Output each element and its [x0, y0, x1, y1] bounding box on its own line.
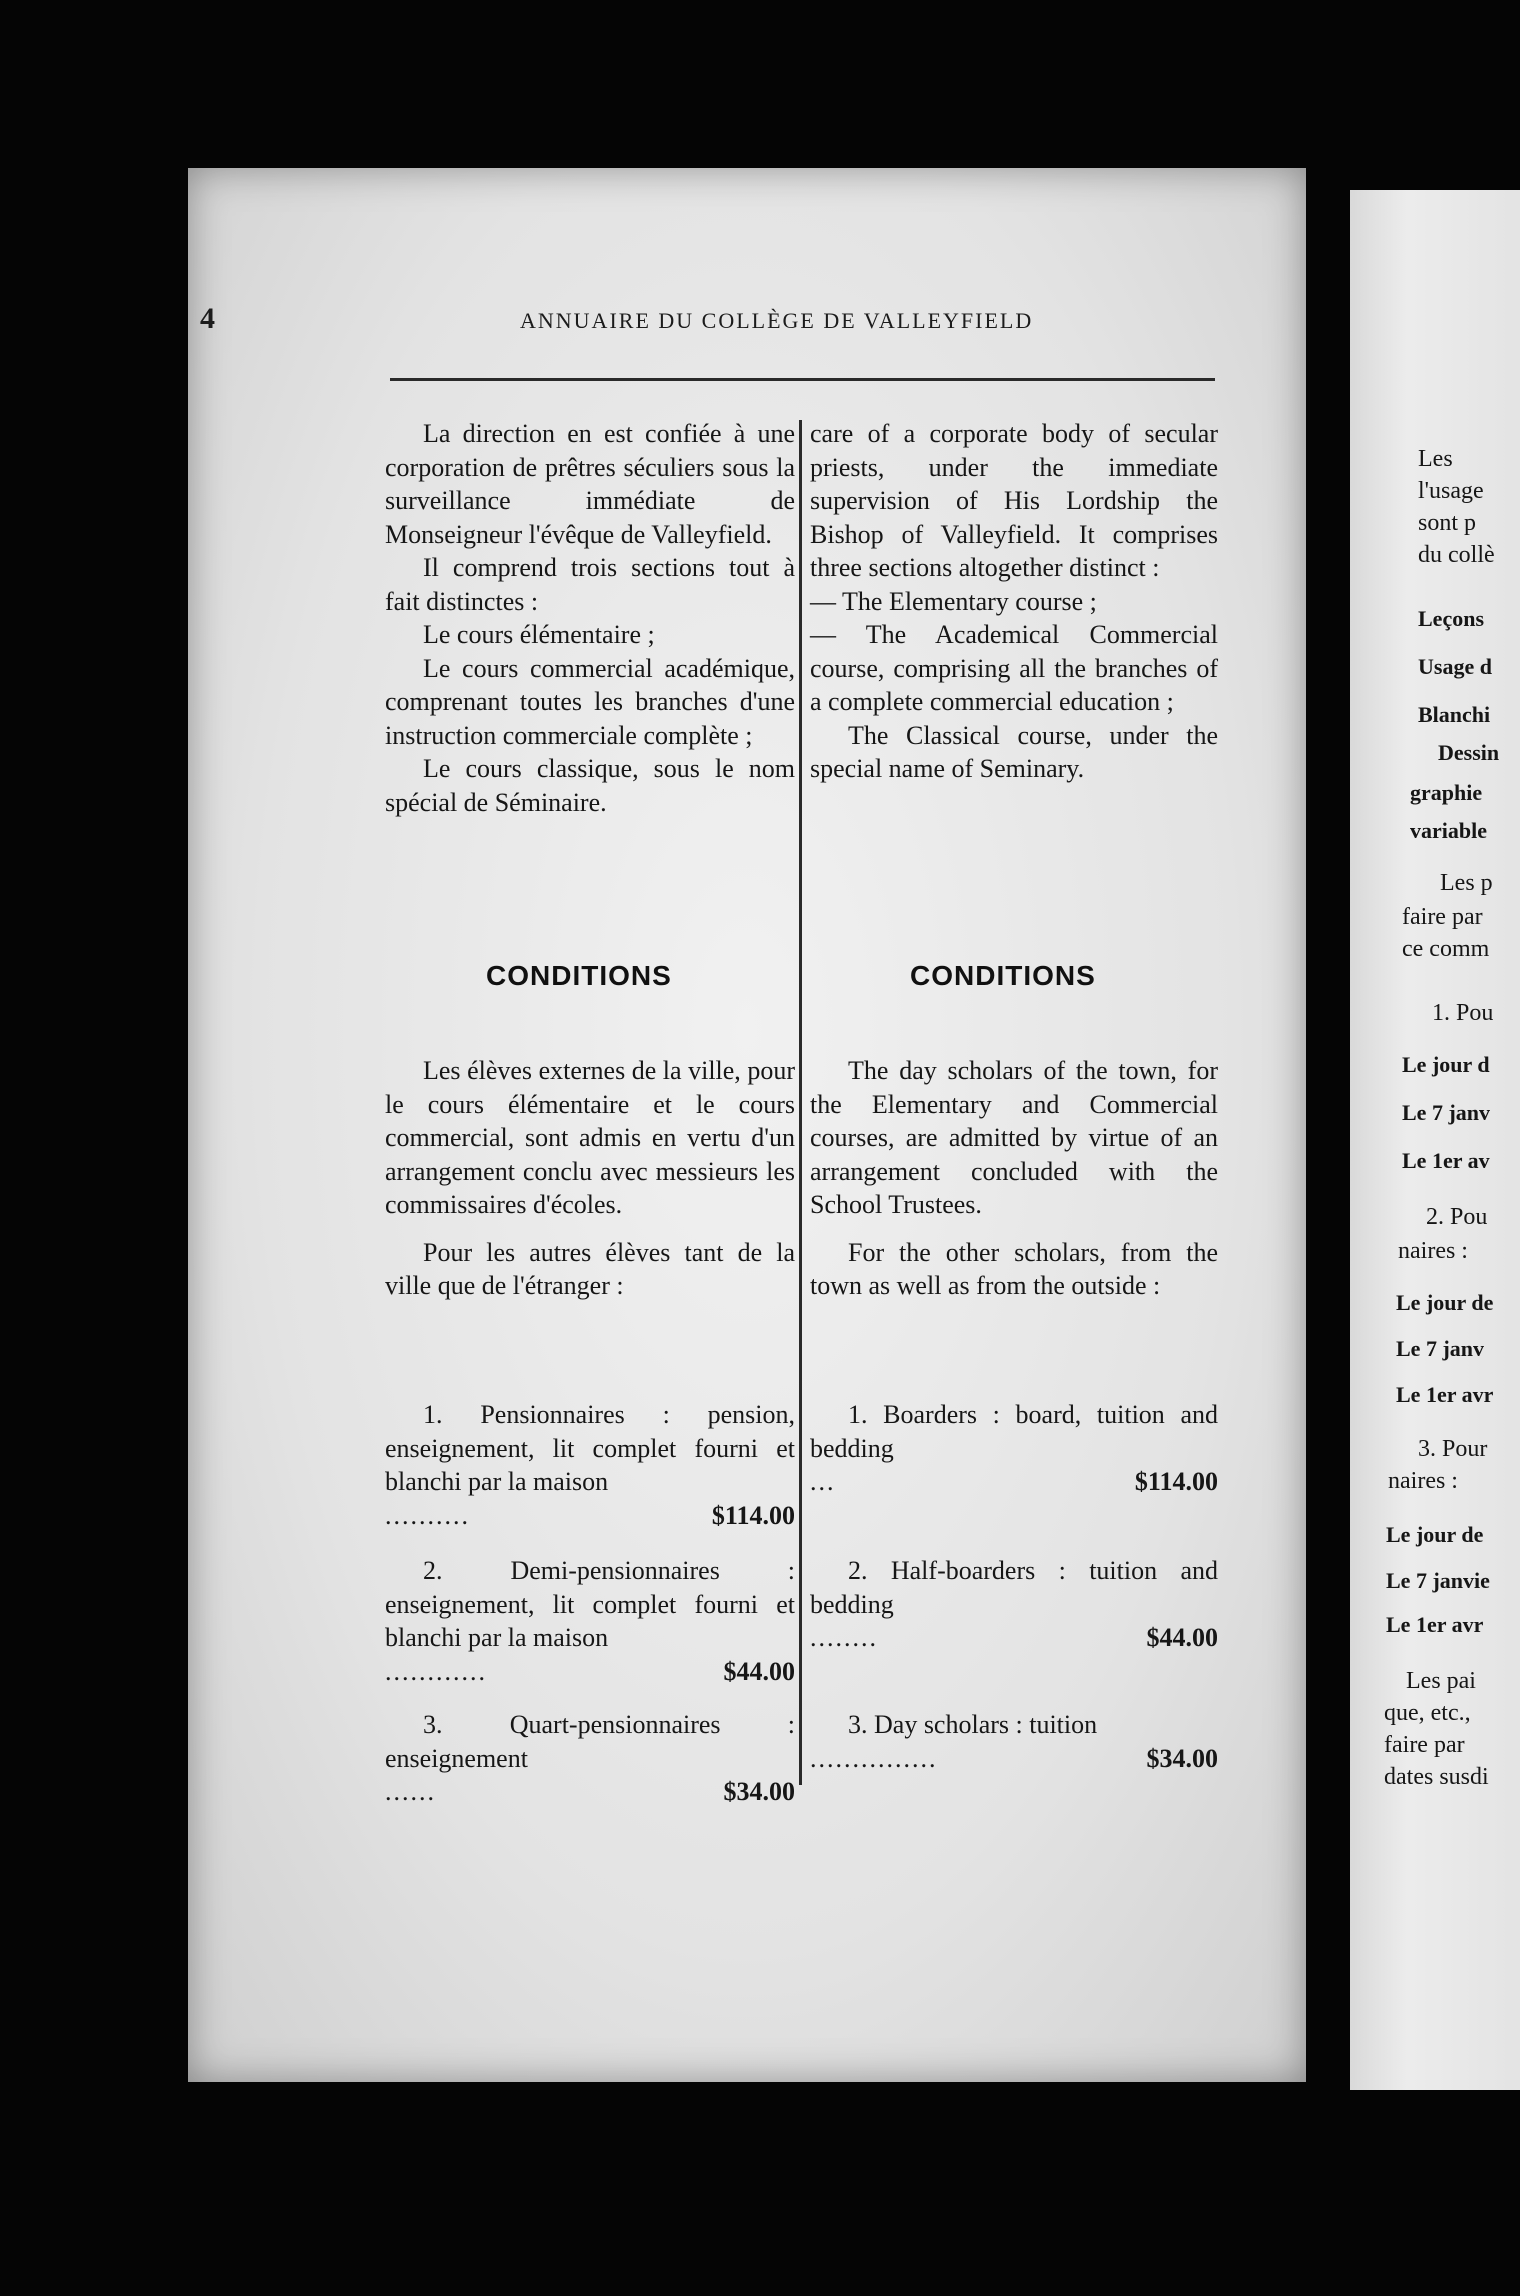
fee-description: 3. Day scholars : tuition: [848, 1710, 1098, 1739]
running-head: ANNUAIRE DU COLLÈGE DE VALLEYFIELD: [520, 308, 1034, 333]
next-page-text: Le 1er avr: [1396, 1382, 1494, 1407]
fee-description: 3. Quart-pensionnaires : enseignement: [385, 1710, 795, 1773]
fee-amount-line: [385, 1499, 795, 1533]
paragraph: La direction en est confiée à une corporation de prêtres séculiers sous la surveillance immédiate de Monseigneur l'évêque de Valleyfield.: [385, 419, 795, 549]
next-page-text: Leçons: [1418, 606, 1484, 631]
paragraph: Le cours commercial académique, comprenant toutes les branches d'une instruction commerciale complète ;: [385, 653, 795, 750]
next-page-text: ce comm: [1402, 936, 1490, 962]
fee-description: 1. Boarders : board, tuition and bedding: [810, 1400, 1218, 1463]
next-page-text: du collè: [1418, 542, 1495, 568]
next-page-text: Dessin: [1438, 740, 1500, 765]
next-page-text: naires :: [1388, 1468, 1458, 1494]
leader-dots: ..........: [385, 1500, 470, 1530]
paragraph: Le cours élémentaire ;: [423, 620, 655, 649]
english-intro: [810, 417, 1218, 786]
page-number: 4: [200, 302, 215, 335]
fee-item-fr-1: [385, 1398, 795, 1532]
next-page-text: Les: [1418, 446, 1453, 472]
next-page-text: Les p: [1440, 870, 1493, 896]
next-page-fragment: [1350, 190, 1520, 2090]
leader-dots: ...............: [810, 1743, 938, 1773]
leader-dots: ............: [385, 1656, 487, 1686]
paragraph: For the other scholars, from the town as well as from the outside :: [810, 1237, 1218, 1300]
paragraph: The Classical course, under the special name of Seminary.: [810, 720, 1218, 783]
next-page-text: faire par: [1384, 1732, 1465, 1758]
next-page-text: variable: [1410, 818, 1487, 843]
next-page-text: naires :: [1398, 1238, 1468, 1264]
next-page-text: Le 7 janv: [1402, 1100, 1490, 1125]
next-page-text: l'usage: [1418, 478, 1484, 504]
fee-amount-line: [385, 1655, 795, 1689]
next-page-text: 3. Pour: [1418, 1436, 1488, 1462]
paragraph: Les élèves externes de la ville, pour le cours élémentaire et le cours commercial, sont admis en vertu d'un arrangement conclu avec messieurs les commissaires d'écoles.: [385, 1056, 795, 1219]
fee-amount: $114.00: [1134, 1467, 1218, 1496]
next-page-text: Usage d: [1418, 654, 1492, 679]
next-page-text: Blanchi: [1418, 702, 1491, 727]
leader-dots: ........: [810, 1623, 878, 1652]
fee-description: 1. Pensionnaires : pension, enseignement, lit complet fourni et blanchi par la maison: [385, 1400, 795, 1496]
next-page-text: 2. Pou: [1426, 1204, 1488, 1230]
fee-item-fr-2: [385, 1554, 795, 1688]
fee-amount: $34.00: [723, 1777, 795, 1806]
next-page-text: que, etc.,: [1384, 1700, 1471, 1726]
next-page-text: graphie: [1410, 780, 1483, 805]
french-intro: [385, 417, 795, 819]
next-page-text: dates susdi: [1384, 1764, 1489, 1790]
next-page-text: Le jour de: [1386, 1522, 1484, 1547]
fee-amount-line: [385, 1775, 795, 1809]
leader-dots: ...: [810, 1467, 836, 1496]
next-page-text: Les pai: [1406, 1668, 1476, 1694]
column-divider: [799, 420, 802, 1785]
paragraph: care of a corporate body of secular priests, under the immediate supervision of His Lordship the Bishop of Valleyfield. It comprises three sections altogether distinct :: [810, 419, 1218, 582]
fee-amount-line: [810, 1742, 1218, 1776]
header-rule: [390, 378, 1215, 381]
paragraph: The day scholars of the town, for the Elementary and Commercial courses, are admitted by virtue of an arrangement concluded with the School Trustees.: [810, 1056, 1218, 1219]
next-page-text: sont p: [1418, 510, 1477, 536]
next-page-text: Le 1er av: [1402, 1148, 1490, 1173]
paragraph: Il comprend trois sections tout à fait distinctes :: [385, 553, 795, 616]
next-page-text: Le 7 janv: [1396, 1336, 1484, 1361]
paragraph: Le cours classique, sous le nom spécial de Séminaire.: [385, 754, 795, 817]
fee-item-en-1: [810, 1398, 1218, 1499]
fee-description: 2. Demi-pensionnaires : enseignement, lit complet fourni et blanchi par la maison: [385, 1556, 795, 1652]
paragraph: Pour les autres élèves tant de la ville que de l'étranger :: [385, 1237, 795, 1300]
fee-amount: $44.00: [1146, 1623, 1218, 1652]
next-page-text: 1. Pou: [1432, 1000, 1494, 1026]
next-page-text: Le jour de: [1396, 1290, 1494, 1315]
next-page-text: Le 7 janvie: [1386, 1568, 1490, 1593]
leader-dots: ......: [385, 1777, 436, 1806]
fee-description: 2. Half-boarders : tuition and bedding: [810, 1556, 1218, 1619]
next-page-text: faire par: [1402, 904, 1483, 930]
fee-amount-line: [810, 1465, 1218, 1499]
fee-item-en-3: [810, 1708, 1218, 1775]
paragraph: — The Academical Commercial course, comprising all the branches of a complete commercial education ;: [810, 620, 1218, 716]
paragraph: — The Elementary course ;: [810, 586, 1097, 616]
fee-amount: $34.00: [1146, 1743, 1218, 1773]
fee-amount: $114.00: [711, 1500, 795, 1530]
fee-amount: $44.00: [723, 1656, 795, 1686]
fee-item-fr-3: [385, 1708, 795, 1809]
fee-item-en-2: [810, 1554, 1218, 1655]
fee-amount-line: [810, 1621, 1218, 1655]
next-page-text: Le 1er avr: [1386, 1612, 1484, 1637]
conditions-heading-fr: CONDITIONS: [486, 960, 672, 991]
english-conditions: [810, 1054, 1218, 1303]
french-conditions: [385, 1054, 795, 1303]
next-page-text: Le jour d: [1402, 1052, 1490, 1077]
conditions-heading-en: CONDITIONS: [910, 960, 1096, 991]
